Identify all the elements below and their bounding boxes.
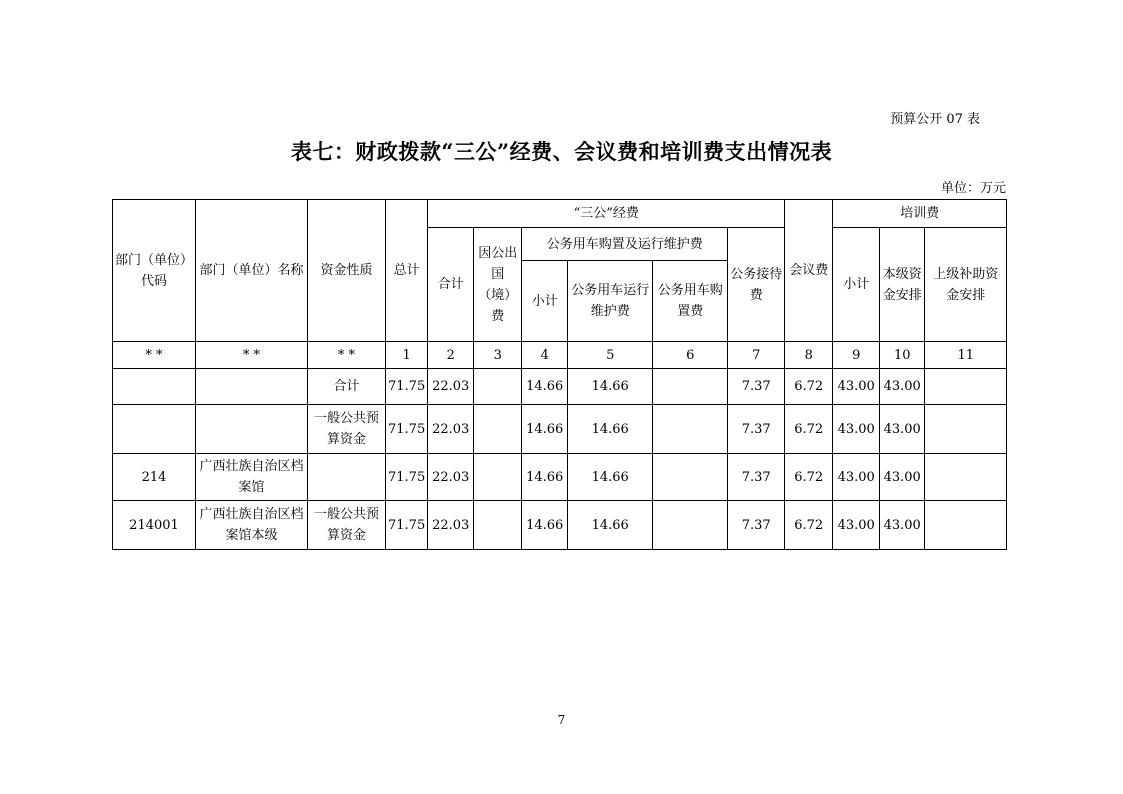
cell-total: 71.75 <box>386 405 428 454</box>
cell-total: 71.75 <box>386 454 428 501</box>
cell-vehicle-operation: 14.66 <box>568 454 653 501</box>
cell-training-superior <box>925 501 1007 550</box>
cell-reception: 7.37 <box>728 501 785 550</box>
cell-overseas <box>474 501 522 550</box>
cell-training-own: 43.00 <box>880 405 925 454</box>
cell-total: 71.75 <box>386 501 428 550</box>
cell-meeting: 6.72 <box>785 501 833 550</box>
cell-vehicle-subtotal: 14.66 <box>522 405 568 454</box>
cell-vehicle-purchase <box>653 369 728 405</box>
table-row <box>113 405 1007 454</box>
page-number: 7 <box>557 713 566 727</box>
cell-subtotal: 22.03 <box>428 405 474 454</box>
header-dept-name: 部门（单位）名称 <box>196 200 308 342</box>
cell-vehicle-purchase <box>653 501 728 550</box>
cell-vehicle-operation: 14.66 <box>568 501 653 550</box>
header-vehicle-purchase: 公务用车购置费 <box>653 261 728 342</box>
cell-vehicle-operation: 14.66 <box>568 405 653 454</box>
cell-nature <box>308 454 386 501</box>
cell-code: 214001 <box>113 501 196 550</box>
cell-meeting: 6.72 <box>785 454 833 501</box>
header-vehicle-subtotal: 小计 <box>522 261 568 342</box>
index-cell: * * <box>196 342 308 369</box>
index-row <box>113 342 1007 369</box>
cell-code <box>113 369 196 405</box>
index-cell: * * <box>113 342 196 369</box>
cell-overseas <box>474 369 522 405</box>
header-three-public: “三公”经费 <box>428 200 785 228</box>
cell-name <box>196 369 308 405</box>
index-cell: 1 <box>386 342 428 369</box>
index-cell: * * <box>308 342 386 369</box>
header-training: 培训费 <box>833 200 1007 228</box>
cell-training-own: 43.00 <box>880 454 925 501</box>
cell-code: 214 <box>113 454 196 501</box>
cell-total: 71.75 <box>386 369 428 405</box>
cell-training-superior <box>925 405 1007 454</box>
cell-overseas <box>474 405 522 454</box>
index-cell: 3 <box>474 342 522 369</box>
header-fund-nature: 资金性质 <box>308 200 386 342</box>
header-training-subtotal: 小计 <box>833 228 880 342</box>
header-vehicle-operation: 公务用车运行维护费 <box>568 261 653 342</box>
cell-subtotal: 22.03 <box>428 454 474 501</box>
index-cell: 6 <box>653 342 728 369</box>
index-cell: 11 <box>925 342 1007 369</box>
cell-vehicle-purchase <box>653 454 728 501</box>
header-vehicle-group: 公务用车购置及运行维护费 <box>522 228 728 261</box>
header-dept-code: 部门（单位）代码 <box>113 200 196 342</box>
table-row <box>113 454 1007 501</box>
cell-reception: 7.37 <box>728 405 785 454</box>
header-total: 总计 <box>386 200 428 342</box>
cell-subtotal: 22.03 <box>428 501 474 550</box>
cell-training-own: 43.00 <box>880 369 925 405</box>
cell-vehicle-operation: 14.66 <box>568 369 653 405</box>
table-row <box>113 501 1007 550</box>
form-number: 预算公开 07 表 <box>890 112 980 127</box>
cell-nature: 合计 <box>308 369 386 405</box>
cell-training-subtotal: 43.00 <box>833 454 880 501</box>
cell-name: 广西壮族自治区档案馆本级 <box>196 501 308 550</box>
cell-nature: 一般公共预算资金 <box>308 405 386 454</box>
cell-vehicle-purchase <box>653 405 728 454</box>
header-reception: 公务接待费 <box>728 228 785 342</box>
index-cell: 8 <box>785 342 833 369</box>
cell-training-subtotal: 43.00 <box>833 405 880 454</box>
header-meeting: 会议费 <box>785 200 833 342</box>
cell-training-superior <box>925 369 1007 405</box>
index-cell: 10 <box>880 342 925 369</box>
cell-meeting: 6.72 <box>785 369 833 405</box>
header-training-superior: 上级补助资金安排 <box>925 228 1007 342</box>
cell-vehicle-subtotal: 14.66 <box>522 454 568 501</box>
cell-name <box>196 405 308 454</box>
cell-name: 广西壮族自治区档案馆 <box>196 454 308 501</box>
index-cell: 7 <box>728 342 785 369</box>
cell-reception: 7.37 <box>728 454 785 501</box>
cell-training-own: 43.00 <box>880 501 925 550</box>
header-overseas: 因公出国（境）费 <box>474 228 522 342</box>
index-cell: 5 <box>568 342 653 369</box>
cell-vehicle-subtotal: 14.66 <box>522 369 568 405</box>
header-training-own: 本级资金安排 <box>880 228 925 342</box>
cell-training-subtotal: 43.00 <box>833 501 880 550</box>
cell-meeting: 6.72 <box>785 405 833 454</box>
index-cell: 2 <box>428 342 474 369</box>
cell-subtotal: 22.03 <box>428 369 474 405</box>
cell-code <box>113 405 196 454</box>
cell-vehicle-subtotal: 14.66 <box>522 501 568 550</box>
cell-nature: 一般公共预算资金 <box>308 501 386 550</box>
index-cell: 9 <box>833 342 880 369</box>
unit-label: 单位：万元 <box>940 181 1006 196</box>
page-title: 表七：财政拨款“三公”经费、会议费和培训费支出情况表 <box>290 139 833 164</box>
cell-reception: 7.37 <box>728 369 785 405</box>
cell-training-superior <box>925 454 1007 501</box>
table-row <box>113 369 1007 405</box>
cell-overseas <box>474 454 522 501</box>
cell-training-subtotal: 43.00 <box>833 369 880 405</box>
index-cell: 4 <box>522 342 568 369</box>
budget-table <box>112 199 1007 550</box>
header-subtotal: 合计 <box>428 228 474 342</box>
